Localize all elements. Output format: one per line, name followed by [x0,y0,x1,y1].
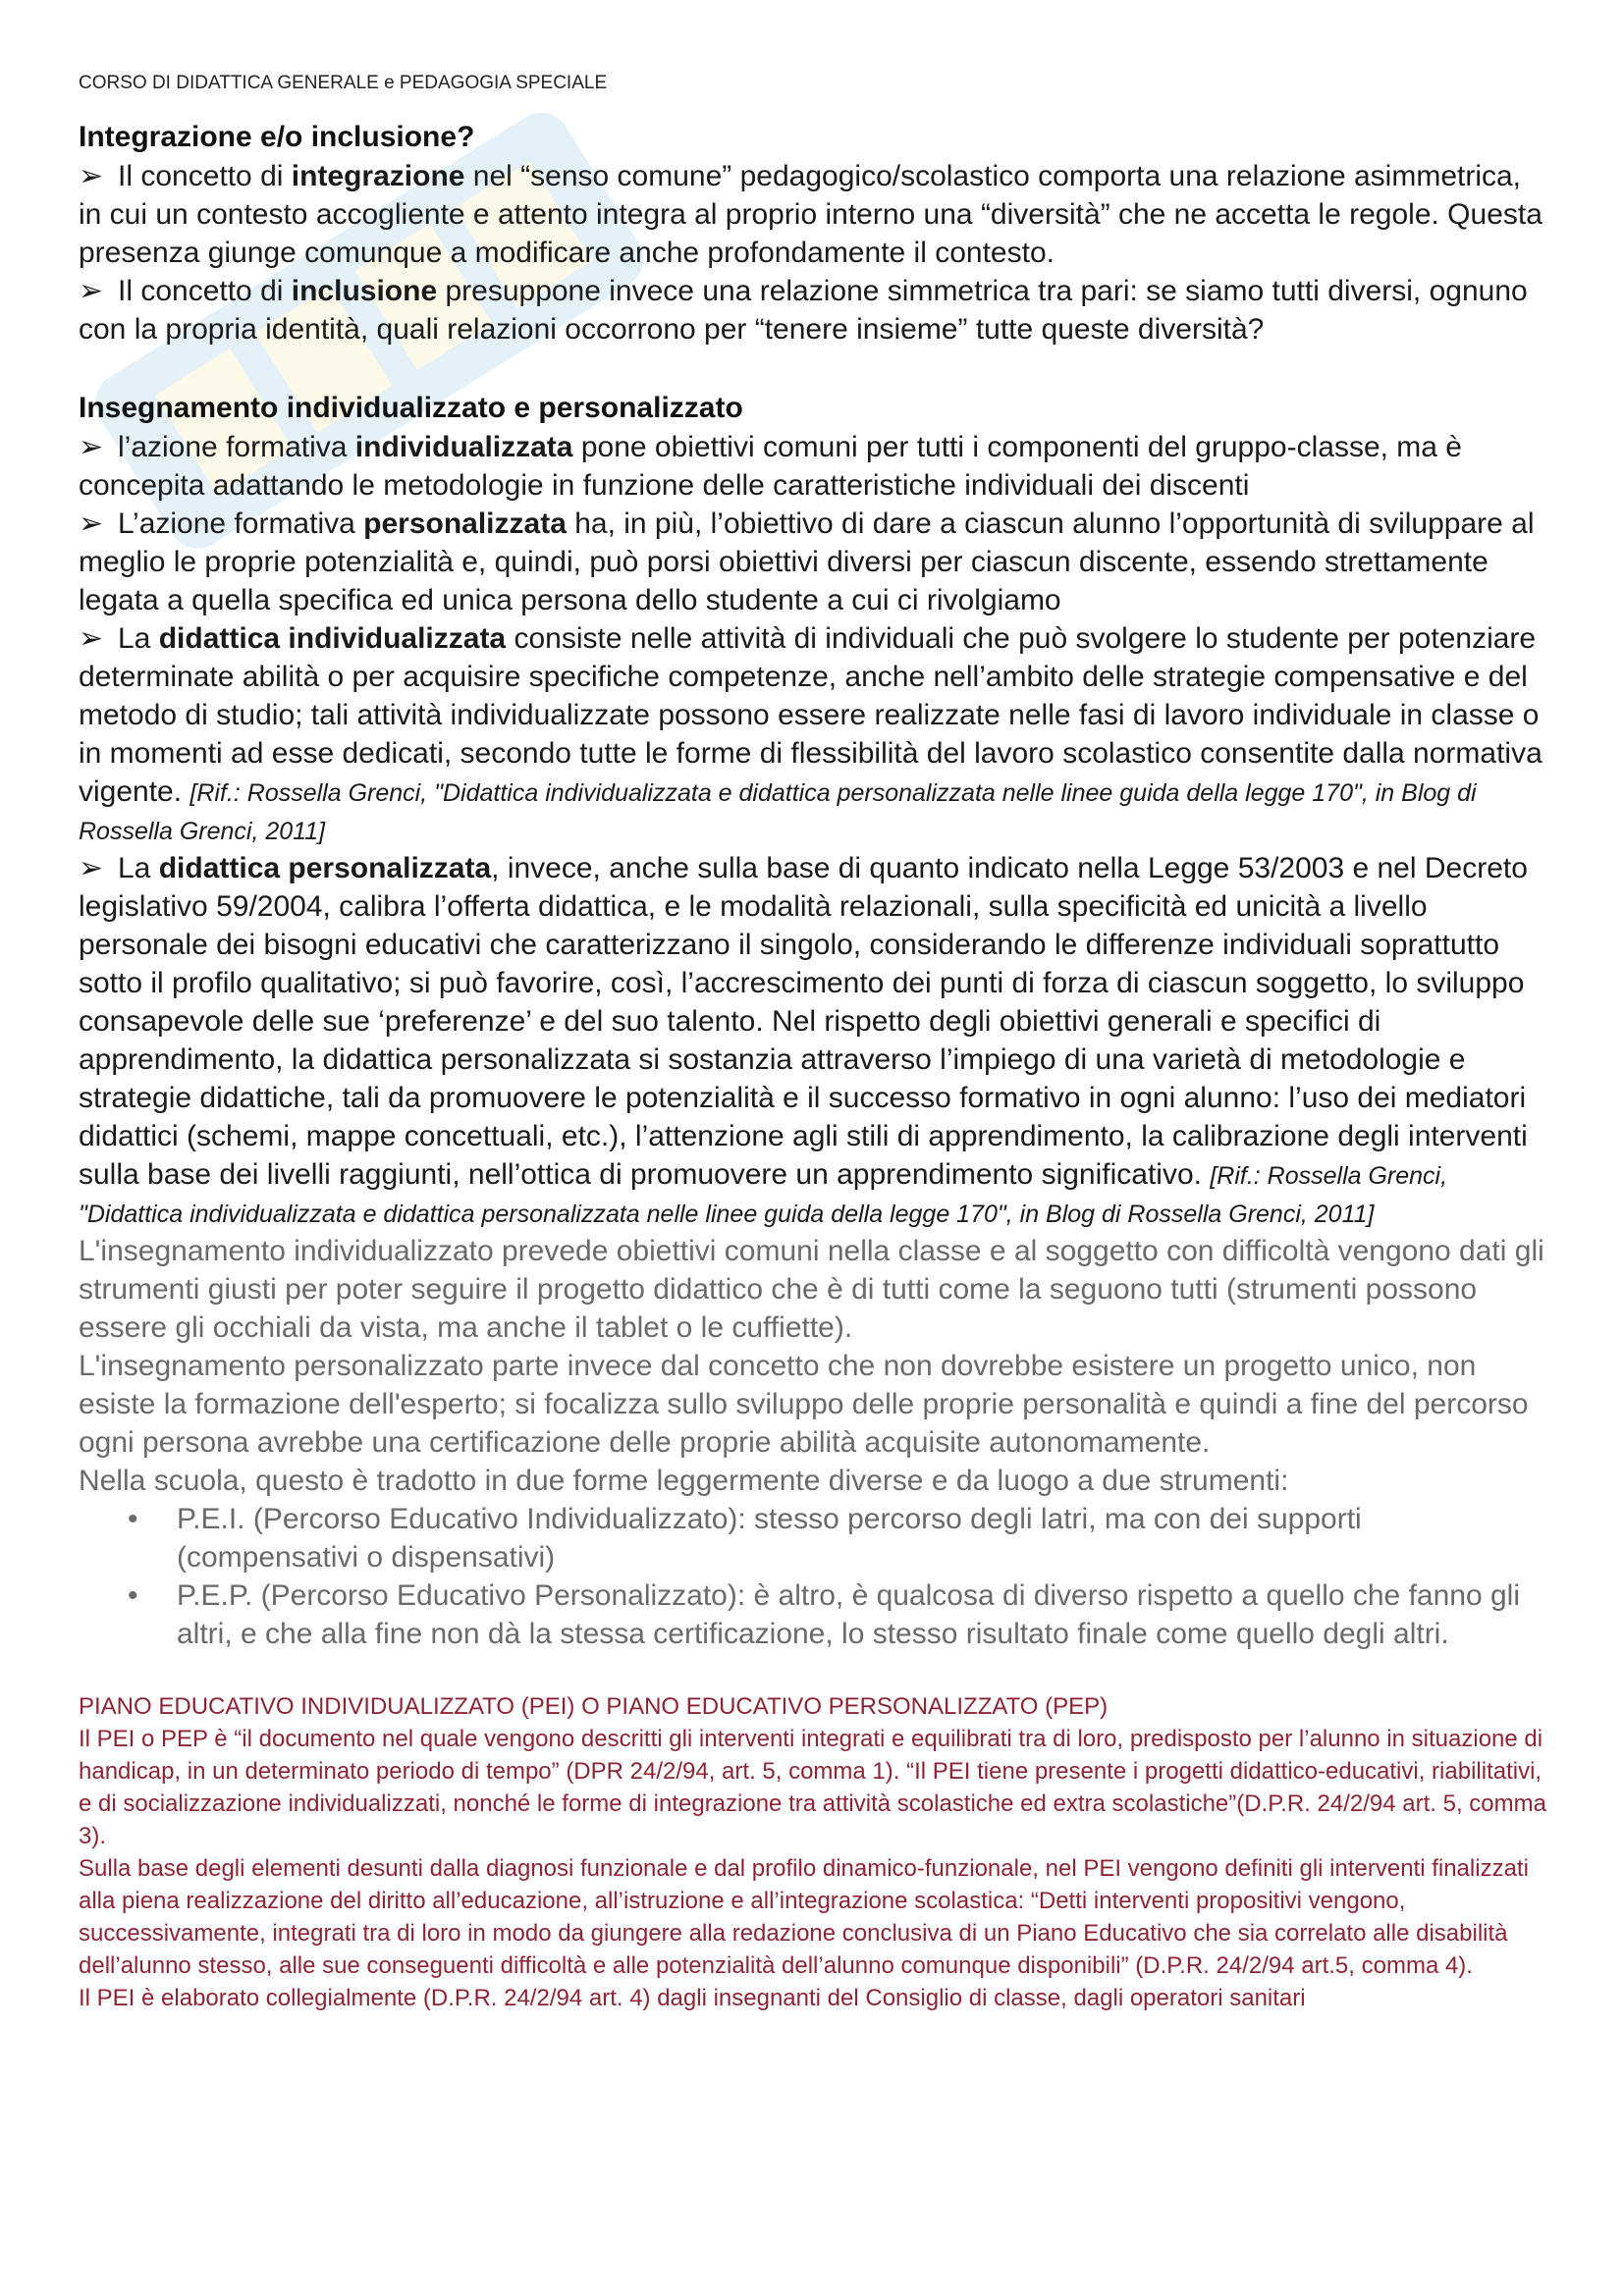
bullet-didattica-personalizzata: ➢ La didattica personalizzata, invece, anche sulla base di quanto indicato nella Legge 53/2003 e nel Decreto legislativo 59/2004, calibra l’offerta didattica, e le modalità relazionali, sulla specificità ed unicità a livello personale dei bisogni educativi che caratterizzano il singolo, considerando le differenze individuali soprattutto sotto il profilo qualitativo; si può favorire, così, l’accrescimento dei punti di forza di ciascun soggetto, lo sviluppo consapevole delle sue ‘preferenze’ e del suo talento. Nel rispetto degli obiettivi generali e specifici di apprendimento, la didattica personalizzata si sostanzia attraverso l’impiego di una varietà di metodologie e strategie didattiche, tali da promuovere le potenzialità e il successo formativo in ogni alunno: l’uso dei mediatori didattici (schemi, mappe concettuali, etc.), l’attenzione agli stili di apprendimento, la calibrazione degli interventi sulla base dei livelli raggiunti, nell’ottica di promuovere un apprendimento significativo. [Rif.: Rossella Grenci, "Didattica individualizzata e didattica personalizzata nelle linee guida della legge 170", in Blog di Rossella Grenci, 2011] [79,849,1551,1232]
list-item-pep: • P.E.P. (Percorso Educativo Personalizzato): è altro, è qualcosa di diverso rispetto a quello che fanno gli altri, e che alla fine non dà la stessa certificazione, lo stesso risultato finale come quello degli altri. [177,1576,1551,1653]
bullet-inclusione: ➢ Il concetto di inclusione presuppone invece una relazione simmetrica tra pari: se siamo tutti diversi, ognuno con la propria identità, quali relazioni occorrono per “tenere insieme” tutte queste diversità? [79,272,1551,348]
section-title-piano-educativo: PIANO EDUCATIVO INDIVIDUALIZZATO (PEI) O PIANO EDUCATIVO PERSONALIZZATO (PEP) [79,1693,1109,1720]
arrow-bullet-icon: ➢ [79,160,104,192]
section-title-integrazione: Integrazione e/o inclusione? [79,121,475,153]
bullet-icon: • [128,1579,138,1612]
document-page [79,73,1551,2014]
pei-interventi: Sulla base degli elementi desunti dalla diagnosi funzionale e dal profilo dinamico-funzionale, nel PEI vengono definiti gli interventi finalizzati alla piena realizzazione del diritto all’educazione, all’istruzione e all’integrazione scolastica: “Detti interventi propositivi vengono, successivamente, integrati tra di loro in modo da giungere alla redazione conclusiva di un Piano Educativo che sia correlato alle disabilità dell’alunno stesso, alle sue conseguenti difficoltà e alle potenzialità dell’alunno comunque disponibili” (D.P.R. 24/2/94 art.5, comma 4). [79,1855,1529,1979]
reference-citation: [Rif.: Rossella Grenci, "Didattica individualizzata e didattica personalizzata nelle linee guida della legge 170", in Blog di Rossella Grenci, 2011] [79,1162,1448,1228]
arrow-bullet-icon: ➢ [79,852,104,884]
note-scuola: Nella scuola, questo è tradotto in due forme leggermente diverse e da luogo a due strumenti: [79,1465,1289,1497]
document-header: CORSO DI DIDATTICA GENERALE e PEDAGOGIA SPECIALE [79,73,608,93]
note-individualizzato: L'insegnamento individualizzato prevede obiettivi comuni nella classe e al soggetto con difficoltà vengono dati gli strumenti giusti per poter seguire il progetto didattico che è di tutti come la seguono tutti (strumenti possono essere gli occhiali da vista, ma anche il tablet o le cuffiette). [79,1235,1544,1344]
section-title-insegnamento: Insegnamento individualizzato e personalizzato [79,392,743,424]
arrow-bullet-icon: ➢ [79,275,104,307]
bullet-didattica-individualizzata: ➢ La didattica individualizzata consiste nelle attività di individuali che può svolgere lo studente per potenziare determinate abilità o per acquisire specifiche competenze, anche nell’ambito delle strategie compensative e del metodo di studio; tali attività individualizzate possono essere realizzate nelle fasi di lavoro individuale in classe o in momenti ad esse dedicati, secondo tutte le forme di flessibilità del lavoro scolastico consentite dalla normativa vigente. [Rif.: Rossella Grenci, "Didattica individualizzata e didattica personalizzata nelle linee guida della legge 170", in Blog di Rossella Grenci, 2011] [79,619,1551,849]
pei-definition: Il PEI o PEP è “il documento nel quale vengono descritti gli interventi integrati e equilibrati tra di loro, predisposto per l’alunno in situazione di handicap, in un determinato periodo di tempo” (DPR 24/2/94, art. 5, comma 1). “Il PEI tiene presente i progetti didattico-educativi, riabilitativi, e di socializzazione individualizzati, nonché le forme di integrazione tra attività scolastiche ed extra scolastiche”(D.P.R. 24/2/94 art. 5, comma 3). [79,1726,1546,1849]
strumenti-list [79,1500,1551,1653]
reference-citation: [Rif.: Rossella Grenci, "Didattica individualizzata e didattica personalizzata nelle linee guida della legge 170", in Blog di Rossella Grenci, 2011] [79,779,1477,845]
bullet-individualizzata: ➢ l’azione formativa individualizzata pone obiettivi comuni per tutti i componenti del gruppo-classe, ma è concepita adattando le metodologie in funzione delle caratteristiche individuali dei discenti [79,428,1551,505]
arrow-bullet-icon: ➢ [79,431,104,463]
arrow-bullet-icon: ➢ [79,507,104,540]
note-personalizzato: L'insegnamento personalizzato parte invece dal concetto che non dovrebbe esistere un progetto unico, non esiste la formazione dell'esperto; si focalizza sullo sviluppo delle proprie personalità e quindi a fine del percorso ogni persona avrebbe una certificazione delle proprie abilità acquisite autonomamente. [79,1350,1529,1459]
bullet-icon: • [128,1503,138,1535]
bullet-personalizzata: ➢ L’azione formativa personalizzata ha, in più, l’obiettivo di dare a ciascun alunno l’opportunità di sviluppare al meglio le proprie potenzialità e, quindi, può porsi obiettivi diversi per ciascun discente, essendo strettamente legata a quella specifica ed unica persona dello studente a cui ci rivolgiamo [79,505,1551,619]
arrow-bullet-icon: ➢ [79,622,104,655]
pei-elaborazione: Il PEI è elaborato collegialmente (D.P.R. 24/2/94 art. 4) dagli insegnanti del Consiglio di classe, dagli operatori sanitari [79,1985,1306,2011]
list-item-pei: • P.E.I. (Percorso Educativo Individualizzato): stesso percorso degli latri, ma con dei supporti (compensativi o dispensativi) [177,1500,1551,1576]
bullet-integrazione: ➢ Il concetto di integrazione nel “senso comune” pedagogico/scolastico comporta una relazione asimmetrica, in cui un contesto accogliente e attento integra al proprio interno una “diversità” che ne accetta le regole. Questa presenza giunge comunque a modificare anche profondamente il contesto. [79,157,1551,272]
